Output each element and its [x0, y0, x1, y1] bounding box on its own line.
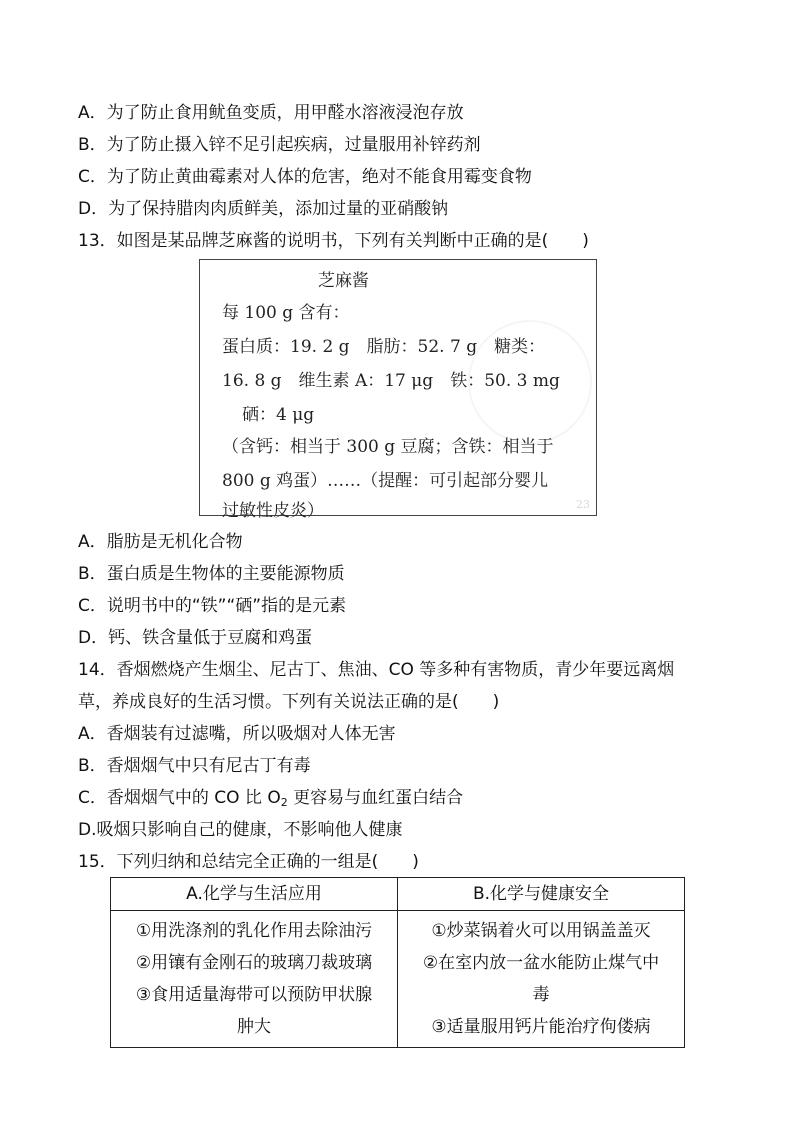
q13-option-b: B．蛋白质是生物体的主要能源物质 [78, 564, 345, 584]
q13-option-d: D．钙、铁含量低于豆腐和鸡蛋 [78, 628, 313, 648]
watermark-text: 23 [576, 498, 590, 511]
q15-col-b-cell [398, 911, 685, 1048]
label-line: 蛋白质：19. 2 g 脂肪：52. 7 g 糖类： [222, 337, 546, 357]
label-line: 每 100 g 含有： [222, 303, 350, 323]
q15-a-item: 肿大 [237, 1017, 271, 1037]
q12-option-d: D．为了保持腊肉肉质鲜美，添加过量的亚硝酸钠 [78, 199, 449, 219]
q14-option-c [78, 786, 463, 810]
label-line: 过敏性皮炎） [222, 501, 324, 521]
q14-stem-line2: 草，养成良好的生活习惯。下列有关说法正确的是( ) [78, 692, 500, 712]
q15-b-item: 毒 [532, 985, 550, 1005]
q14-option-d: D.吸烟只影响自己的健康，不影响他人健康 [78, 820, 403, 840]
q14-stem-line1: 14．香烟燃烧产生烟尘、尼古丁、焦油、CO 等多种有害物质，青少年要远离烟 [78, 660, 675, 680]
q15-col-a-cell [111, 911, 398, 1048]
label-line: 800 g 鸡蛋）……（提醒：可引起部分婴儿 [222, 471, 549, 491]
q15-col-b-header: B.化学与健康安全 [398, 878, 685, 911]
q15-b-item: ②在室内放一盆水能防止煤气中 [422, 953, 660, 973]
label-title: 芝麻酱 [318, 271, 369, 291]
label-line: （含钙：相当于 300 g 豆腐；含铁：相当于 [222, 437, 554, 457]
q13-option-a: A．脂肪是无机化合物 [78, 532, 243, 552]
q15-a-item: ③食用适量海带可以预防甲状腺 [135, 985, 373, 1005]
q13-option-c: C．说明书中的“铁”“硒”指的是元素 [78, 596, 347, 616]
q13-stem: 13．如图是某品牌芝麻酱的说明书，下列有关判断中正确的是( ) [78, 231, 589, 251]
q12-option-a: A．为了防止食用鱿鱼变质，用甲醛水溶液浸泡存放 [78, 103, 464, 123]
label-line: 硒：4 μg [242, 405, 315, 425]
q14-option-c-subscript: 2 [280, 796, 288, 809]
q14-option-c-text-end: 更容易与血红蛋白结合 [287, 788, 464, 808]
q15-col-a-header: A.化学与生活应用 [111, 878, 398, 911]
q14-option-c-text: C．香烟烟气中的 CO 比 O [78, 788, 281, 808]
q14-option-a: A．香烟装有过滤嘴，所以吸烟对人体无害 [78, 724, 396, 744]
product-label-image [199, 259, 597, 521]
q15-a-item: ①用洗涤剂的乳化作用去除油污 [135, 921, 373, 941]
q12-option-b: B．为了防止摄入锌不足引起疾病，过量服用补锌药剂 [78, 135, 481, 155]
q12-option-c: C．为了防止黄曲霉素对人体的危害，绝对不能食用霉变食物 [78, 167, 532, 187]
q15-table [110, 877, 685, 1048]
q15-b-item: ①炒菜锅着火可以用锅盖盖灭 [431, 921, 651, 941]
q15-stem: 15．下列归纳和总结完全正确的一组是( ) [78, 852, 419, 872]
q15-a-item: ②用镶有金刚石的玻璃刀裁玻璃 [135, 953, 373, 973]
label-line: 16. 8 g 维生素 A：17 μg 铁：50. 3 mg [222, 371, 560, 391]
q15-b-item: ③适量服用钙片能治疗佝偻病 [431, 1017, 651, 1037]
q14-option-b: B．香烟烟气中只有尼古丁有毒 [78, 756, 311, 776]
